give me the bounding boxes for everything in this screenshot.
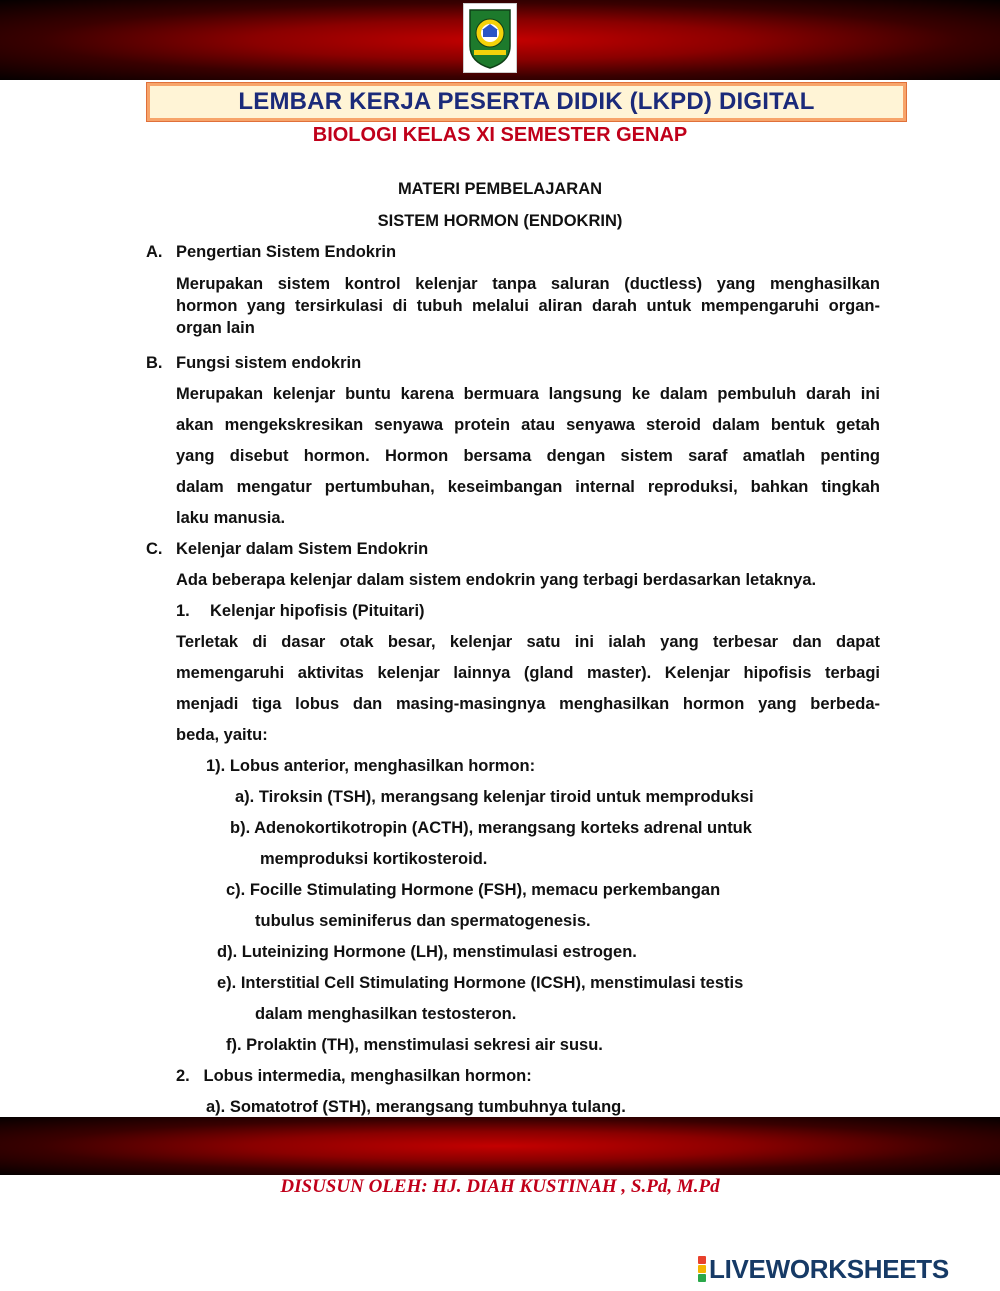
list-item: f). Prolaktin (TH), menstimulasi sekresi air susu. [226,1036,603,1054]
section-a-line: hormon yang tersirkulasi di tubuh melalui aliran darah untuk mempengaruhi organ- [176,297,880,315]
section-b-line: dalam mengatur pertumbuhan, keseimbangan internal reproduksi, bahkan tingkah [176,478,880,496]
page-subtitle: BIOLOGI KELAS XI SEMESTER GENAP [312,124,688,146]
section-a-title: Pengertian Sistem Endokrin [176,243,397,261]
title-box [146,82,907,122]
section-c-intro: Ada beberapa kelenjar dalam sistem endokrin yang terbagi berdasarkan letaknya. [176,571,817,589]
section-b-line: Merupakan kelenjar buntu karena bermuara langsung ke dalam pembuluh darah ini [176,385,880,403]
section-a-line: Merupakan sistem kontrol kelenjar tanpa saluran (ductless) yang menghasilkan [176,275,880,293]
footer-band [0,1117,1000,1175]
liveworksheets-icon [698,1256,706,1282]
item1-line: Terletak di dasar otak besar, kelenjar satu ini ialah yang terbesar dan dapat [176,633,880,651]
item1-line: menjadi tiga lobus dan masing-masingnya menghasilkan hormon yang berbeda- [176,695,880,713]
list-item: dalam menghasilkan testosteron. [255,1005,517,1023]
section-b-title: Fungsi sistem endokrin [176,354,362,372]
section-b-marker: B. [146,354,163,372]
lobus-intermedia-item: a). Somatotrof (STH), merangsang tumbuhnya tulang. [206,1098,626,1116]
item1-marker: 1. [176,602,190,620]
school-logo [463,3,517,73]
section-a-line: organ lain [176,319,255,337]
list-item: a). Tiroksin (TSH), merangsang kelenjar tiroid untuk memproduksi [235,788,754,806]
section-c-marker: C. [146,540,163,558]
item1-title: Kelenjar hipofisis (Pituitari) [210,602,425,620]
item1-line: beda, yaitu: [176,726,268,744]
liveworksheets-logo[interactable] [698,1253,949,1284]
section-b-line: laku manusia. [176,509,286,527]
heading-topic: SISTEM HORMON (ENDOKRIN) [377,212,623,230]
section-a-marker: A. [146,243,163,261]
section-c-title: Kelenjar dalam Sistem Endokrin [176,540,429,558]
liveworksheets-brand: LIVEWORKSHEETS [709,1253,949,1284]
page-title: LEMBAR KERJA PESERTA DIDIK (LKPD) DIGITAL [238,88,815,115]
item1-line: memengaruhi aktivitas kelenjar lainnya (gland master). Kelenjar hipofisis terbagi [176,664,880,682]
list-item: memproduksi kortikosteroid. [260,850,488,868]
heading-materi: MATERI PEMBELAJARAN [397,180,603,198]
section-b-line: yang disebut hormon. Hormon bersama dengan sistem saraf amatlah penting [176,447,880,465]
lobus-anterior: 1). Lobus anterior, menghasilkan hormon: [206,757,536,775]
list-item: d). Luteinizing Hormone (LH), menstimulasi estrogen. [217,943,637,961]
list-item: e). Interstitial Cell Stimulating Hormone (ICSH), menstimulasi testis [217,974,744,992]
list-item: tubulus seminiferus dan spermatogenesis. [255,912,591,930]
list-item: b). Adenokortikotropin (ACTH), merangsang korteks adrenal untuk [230,819,752,837]
school-emblem-icon [466,6,514,70]
lobus-intermedia: 2. Lobus intermedia, menghasilkan hormon: [176,1067,532,1085]
author-credit: DISUSUN OLEH: HJ. DIAH KUSTINAH , S.Pd, M.Pd [280,1176,720,1197]
section-b-line: akan mengekskresikan senyawa protein atau senyawa steroid dalam bentuk getah [176,416,880,434]
list-item: c). Focille Stimulating Hormone (FSH), memacu perkembangan [226,881,721,899]
